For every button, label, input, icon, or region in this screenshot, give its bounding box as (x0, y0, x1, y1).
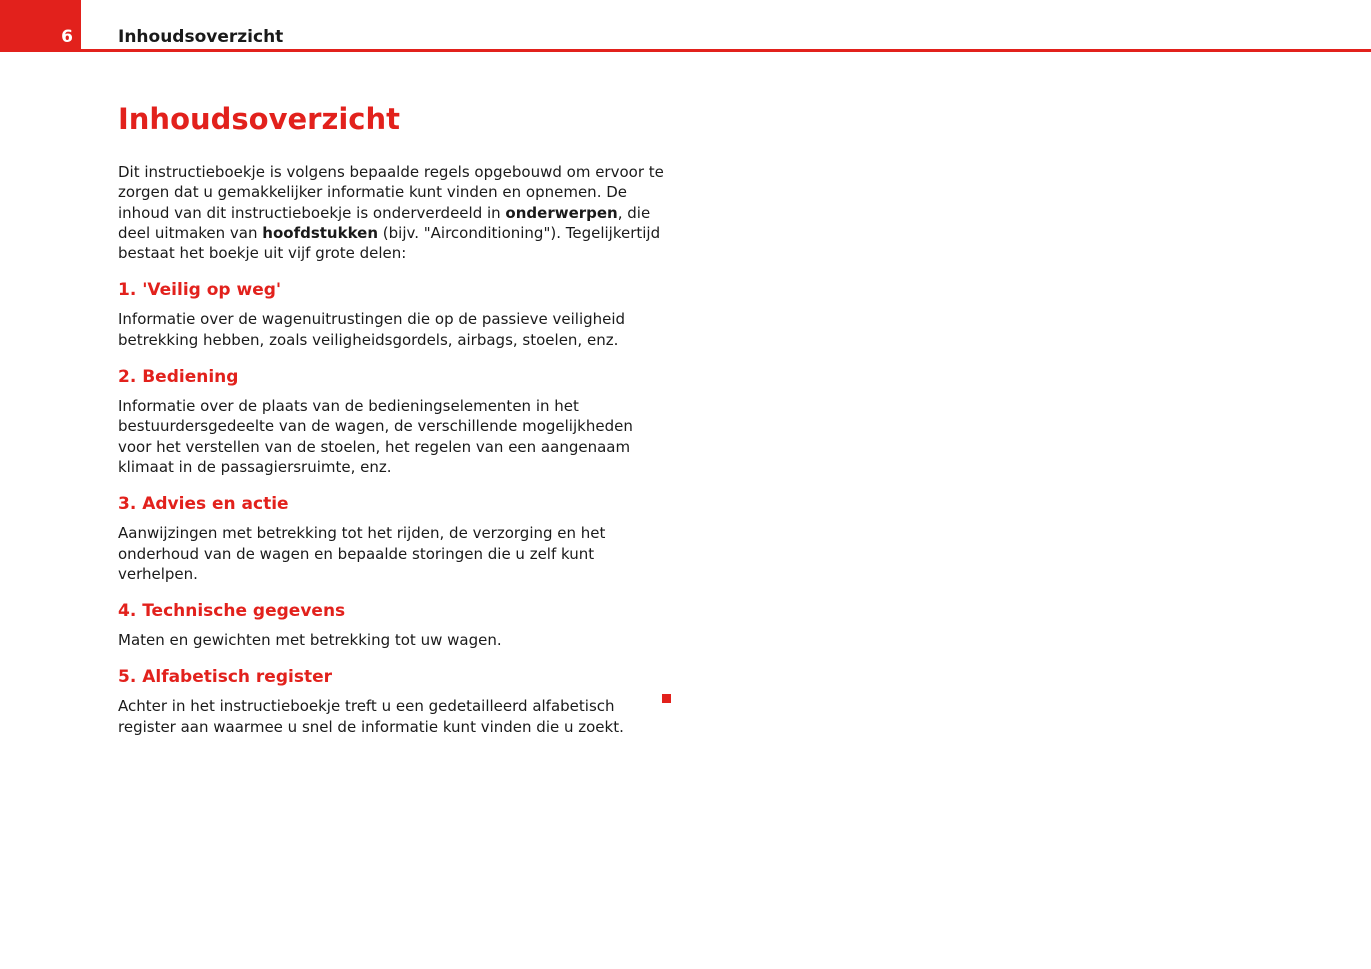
intro-text-3: (bijv. "Airconditioning"). Tegelijkertijd bestaat het boekje uit vijf grote delen: (118, 223, 661, 263)
main-content (118, 98, 666, 737)
intro-text-1: Dit instructieboekje is volgens bepaalde regels opgebouwd om ervoor te zorgen dat u gemakkelijker informatie kunt vinden en opnemen. De inhoud van dit instructieboekje is onderverdeeld in (118, 163, 664, 222)
section-heading-veilig-op-weg: 1. 'Veilig op weg' (118, 280, 282, 301)
section-text-veilig-op-weg: Informatie over de wagenuitrustingen die op de passieve veiligheid betrekking hebben, zoals veiligheidsgordels, airbags, stoelen, enz. (118, 310, 626, 349)
running-title: Inhoudsoverzicht (118, 27, 284, 47)
section-heading-advies-en-actie: 3. Advies en actie (118, 494, 289, 515)
section-heading-bediening: 2. Bediening (118, 367, 239, 388)
intro-bold-hoofdstukken: hoofdstukken (262, 223, 379, 242)
header-rule (81, 49, 1371, 52)
section-text-bediening: Informatie over de plaats van de bedieningselementen in het bestuurdersgedeelte van de wagen, de verschillende mogelijkheden voor het verstellen van de stoelen, het regelen van een aangenaam klimaat in de passagiersruimte, enz. (118, 397, 633, 476)
intro-bold-onderwerpen: onderwerpen (505, 203, 618, 222)
end-of-section-marker (662, 694, 671, 703)
section-text-alfabetisch-register: Achter in het instructieboekje treft u een gedetailleerd alfabetisch register aan waarmee u snel de informatie kunt vinden die u zoekt. (118, 697, 624, 736)
section-text-advies-en-actie: Aanwijzingen met betrekking tot het rijden, de verzorging en het onderhoud van de wagen en bepaalde storingen die u zelf kunt verhelpen. (118, 524, 606, 583)
page-number: 6 (61, 27, 73, 47)
section-heading-alfabetisch-register: 5. Alfabetisch register (118, 667, 332, 688)
section-text-technische-gegevens: Maten en gewichten met betrekking tot uw wagen. (118, 631, 502, 650)
page-title: Inhoudsoverzicht (118, 102, 400, 136)
intro-paragraph (118, 162, 666, 263)
page-number-tab (0, 0, 81, 52)
intro-text-2: , die deel uitmaken van (118, 203, 651, 242)
section-heading-technische-gegevens: 4. Technische gegevens (118, 601, 346, 622)
